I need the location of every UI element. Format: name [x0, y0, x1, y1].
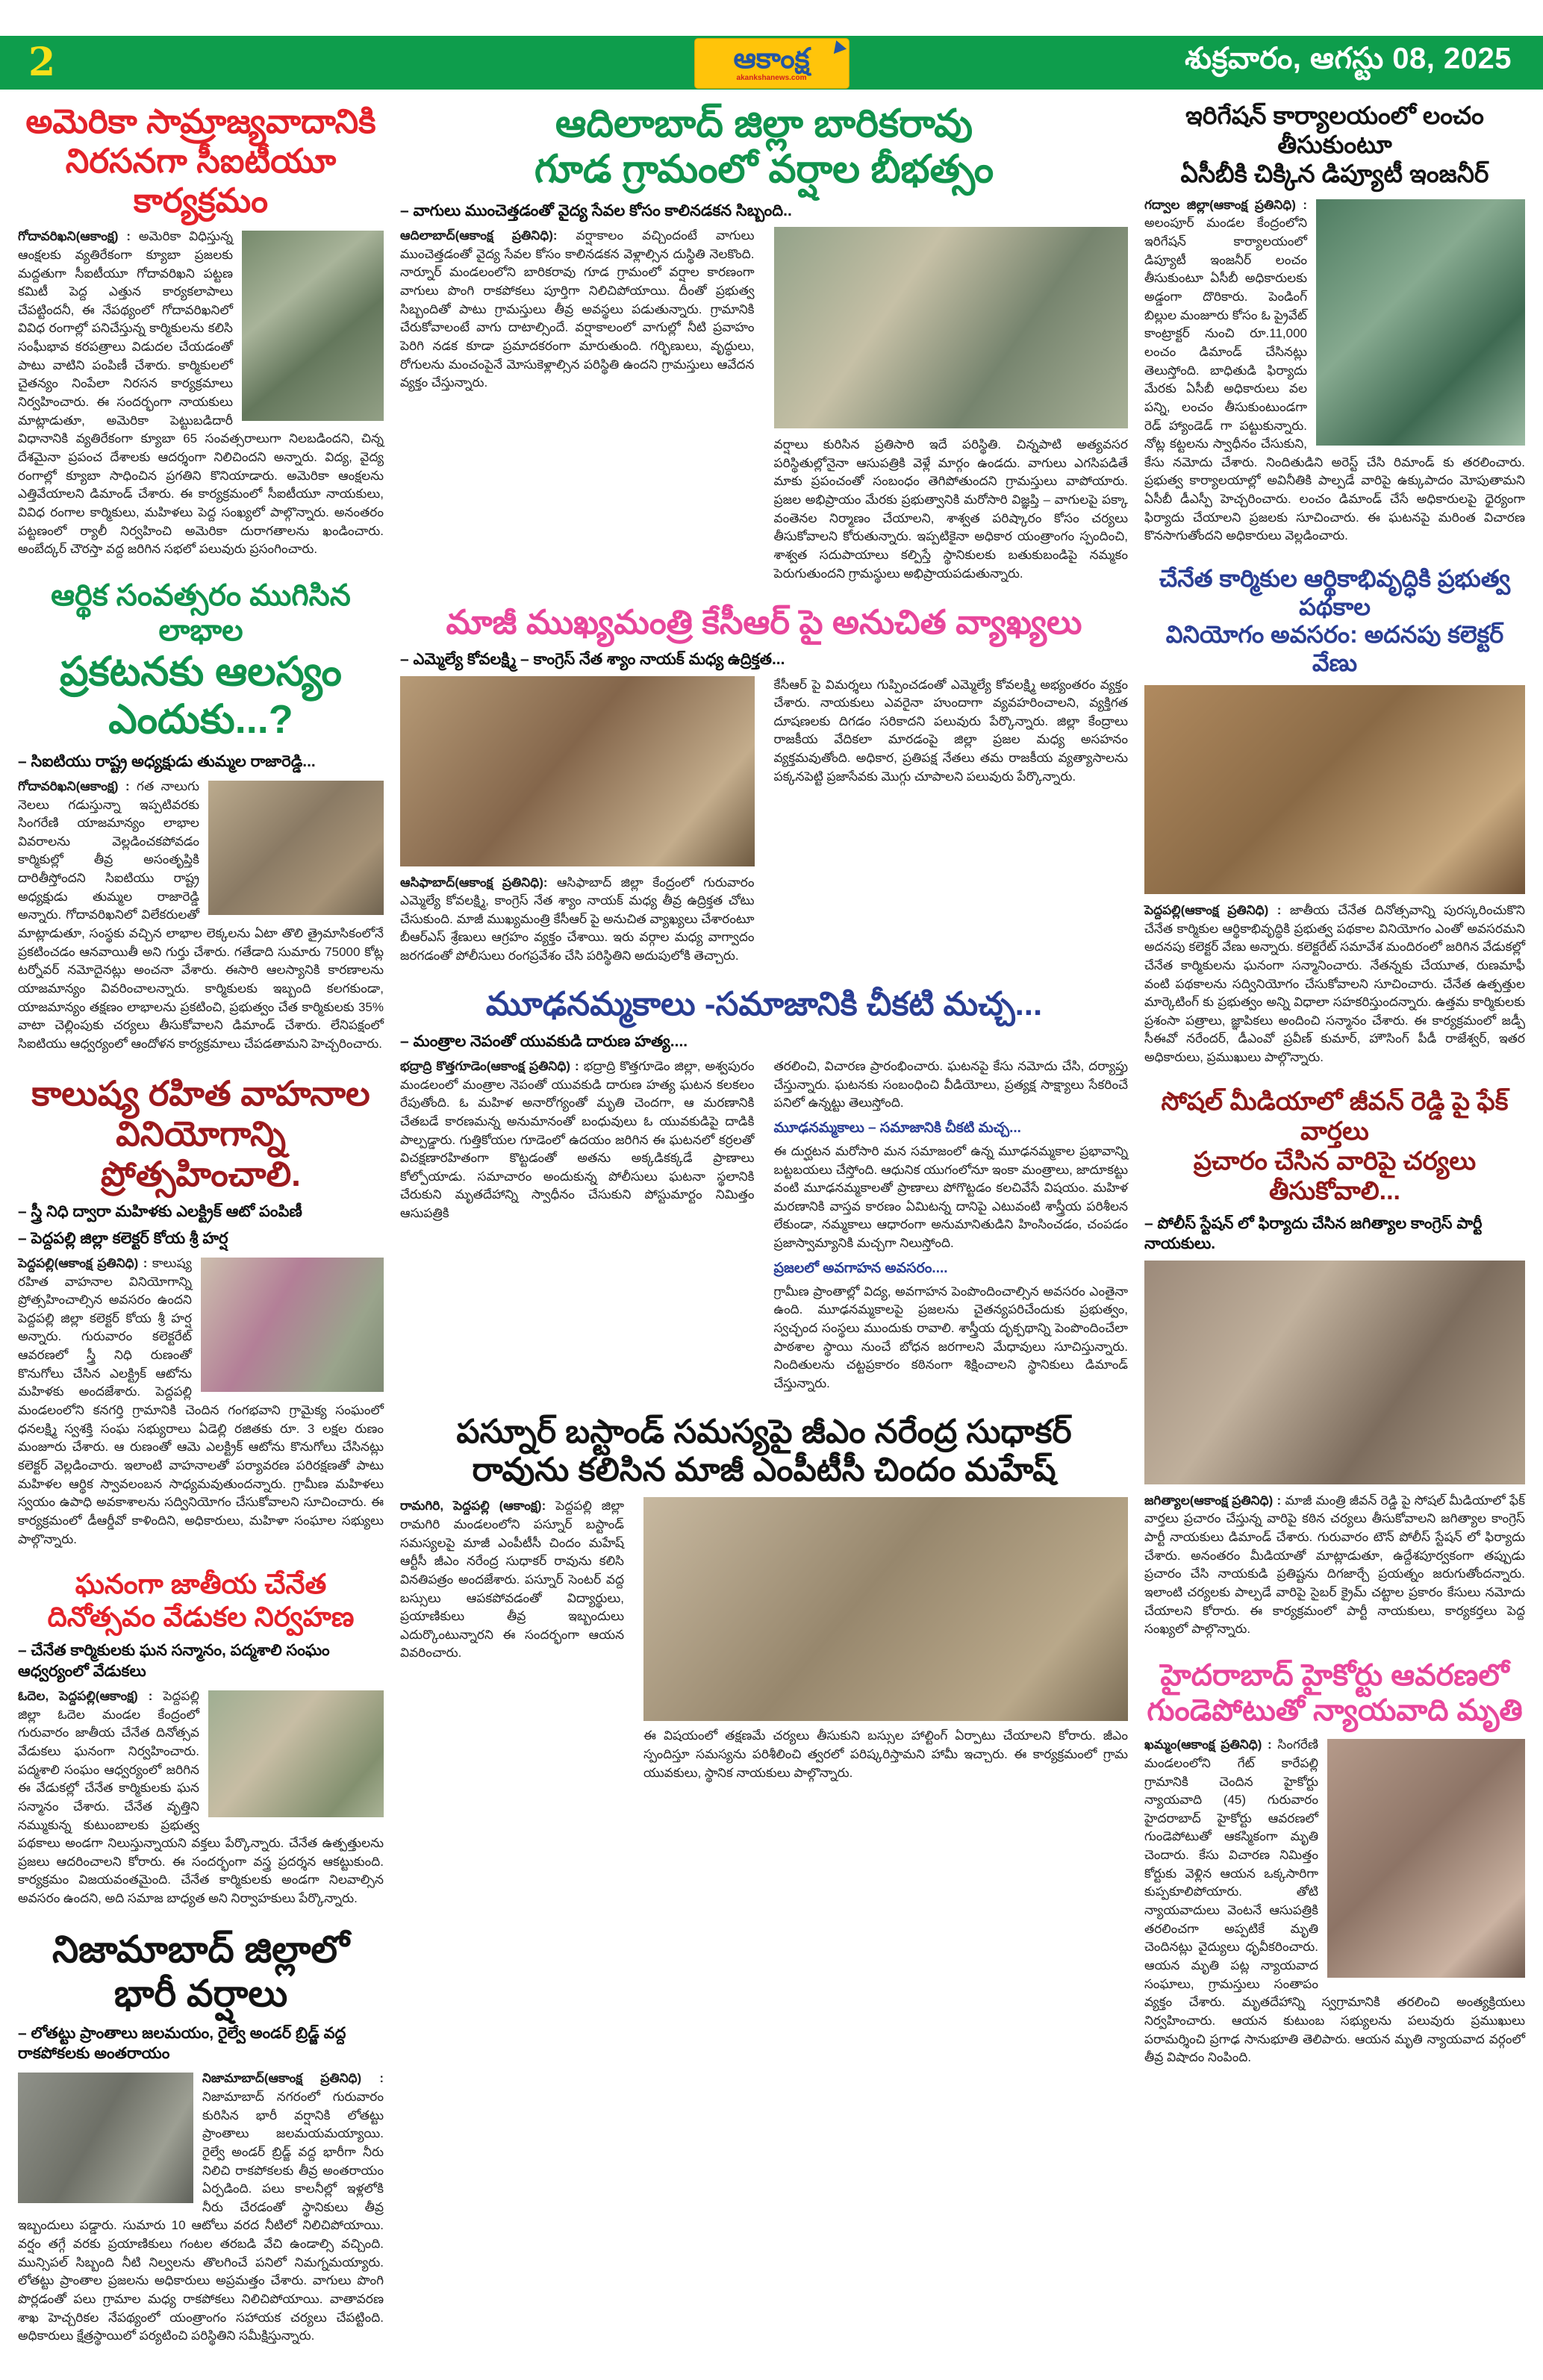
headline: మూఢనమ్మకాలు -సమాజానికి చీకటి మచ్చ...: [485, 985, 1043, 1022]
story-electric-auto: [18, 1073, 384, 1549]
dateline: ఓదెల, పెద్దపల్లి(ఆకాంక్ష) :: [18, 1689, 153, 1704]
body-text: వర్షాలు కురిసిన ప్రతిసారి ఇదే పరిస్థితి. చిన్నపాటి అత్యవసర పరిస్థితుల్లోనైనా ఆసుపత్రికి వెళ్లే మార్గం ఉండదు. వాగులు ఎగసిపడితే మాకు ప్రపంచంతో సంబంధం తెగిపోతుందని గ్రామస్తులు వాపోయారు. ప్రజల అభిప్రాయం మేరకు ప్రభుత్వానికి మరోసారి విజ్ఞప్తి – వాగులపై పక్కా వంతెనల నిర్మాణం చేయాలని, శాశ్వత పరిష్కారం కోసం చర్యలు తీసుకోవాలని కోరుతున్నారు. ఇప్పటికైనా అధికార యంత్రాంగం స్పందించి, శాశ్వత సదుపాయాలు కల్పిస్తే స్థానికులకు బతుకుబండిపై నమ్మకం పెరుగుతుందని గ్రామస్థులు అభిప్రాయపడుతున్నారు.: [773, 437, 1128, 581]
body-text: గత నాలుగు నెలలు గడుస్తున్నా ఇప్పటివరకు సింగరేణి యాజమాన్యం లాభాల వివరాలను వెల్లడించకపోవడం కార్మికుల్లో తీవ్ర అసంతృప్తికి దారితీస్తోందని సిఐటియు రాష్ట్ర అధ్యక్షుడు తుమ్మల రాజారెడ్డి అన్నారు. గోదావరిఖనిలో విలేకరులతో మాట్లాడుతూ, సంస్థకు వచ్చిన లాభాల లెక్కలను ఏటా తొలి త్రైమాసికంలోనే ప్రకటించడం ఆనవాయితీ అని గుర్తు చేశారు. గతేడాది సుమారు 75000 కోట్ల టర్నోవర్ నమోదైనట్లు అంచనా వేశారు. ఈసారి ఆలస్యానికి కారణాలను యాజమాన్యం వివరించాలన్నారు. కార్మికులకు ఇబ్బంది కలగకుండా, యాజమాన్యం తక్షణం లాభాలను ప్రకటించి, ప్రభుత్వం చేత కార్మికులకు 35% వాటా చెల్లింపుకు చర్యలు తీసుకోవాలని డిమాండ్ చేశారు. లేనిపక్షంలో సిఐటియు ఆధ్వర్యంలో ఆందోళన కార్యక్రమాలు చేపడతామని హెచ్చరించారు.: [18, 778, 384, 1051]
headline: ఆదిలాబాద్ జిల్లా బారికరావు గూడ గ్రామంలో వర్షాల బీభత్సం: [534, 102, 994, 192]
pen-nib-icon: [828, 40, 846, 58]
headline: ఇరిగేషన్ కార్యాలయంలో లంచం తీసుకుంటూ ఏసీబీకి చిక్కిన డిప్యూటీ ఇంజనీర్: [1180, 101, 1489, 187]
dateline: పెద్దపల్లి(ఆకాంక్ష ప్రతినిధి) :: [1144, 902, 1282, 917]
body-text: నిజామాబాద్ నగరంలో గురువారం కురిసిన భారీ వర్షానికి లోతట్టు ప్రాంతాలు జలమయమయ్యాయి. రైల్వే అండర్ బ్రిడ్జ్ వద్ద భారీగా నీరు నిలిచి రాకపోకలకు తీవ్ర అంతరాయం ఏర్పడింది. పలు కాలనీల్లో ఇళ్లలోకి నీరు చేరడంతో స్థానికులు తీవ్ర ఇబ్బందులు పడ్డారు. సుమారు 10 ఆటోలు వరద నీటిలో నిలిచిపోయాయి. వర్షం తగ్గే వరకు ప్రయాణికులు గంటల తరబడి వేచి ఉండాల్సి వచ్చింది. మున్సిపల్ సిబ్బంది నీటి నిల్వలను తొలగించే పనిలో నిమగ్నమయ్యారు. లోతట్టు ప్రాంతాల ప్రజలను అధికారులు అప్రమత్తం చేశారు. వాగులు పొంగి పొర్లడంతో పలు గ్రామాల మధ్య రాకపోకలు నిలిచిపోయాయి. వాతావరణ శాఖ హెచ్చరికల నేపథ్యంలో యంత్రాంగం సహాయక చర్యలు చేపట్టింది. అధికారులు క్షేత్రస్థాయిలో పర్యటించి పరిస్థితిని సమీక్షిస్తున్నారు.: [18, 2090, 384, 2343]
subhead-awareness: ప్రజలలో అవగాహన అవసరం....: [773, 1260, 948, 1276]
dateline: భద్రాద్రి కొత్తగూడెం(ఆకాంక్ష ప్రతినిధి) :: [400, 1058, 579, 1073]
logo-text: ఆకాంక్ష: [733, 43, 810, 75]
body-text: ఈ దుర్ఘటన మరోసారి మన సమాజంలో ఉన్న మూఢనమ్మకాల ప్రభావాన్ని బట్టబయలు చేస్తోంది. ఆధునిక యుగంలోనూ ఇంకా మంత్రాలు, జాదూకట్టు వంటి మూఢనమ్మకాలతో ప్రాణాలు పోగొట్టడం కలచివేసే విషయం. మహిళ మరణానికి వాస్తవ కారణం ఏమిటన్న దానిపై ఎటువంటి శాస్త్రీయ పరిశీలన లేకుండా, నమ్మకాలు ఆధారంగా అనుమానితుడిని హింసించడం, చంపడం ప్రజాస్వామ్యానికి మచ్చగా నిలుస్తోంది.: [773, 1143, 1128, 1251]
story-singareni-profits: [18, 578, 384, 1054]
body-text: అమెరికా విధిస్తున్న ఆంక్షలకు వ్యతిరేకంగా క్యూబా ప్రజలకు మద్దతుగా సీఐటీయూ గోదావరిఖని పట్టణ కమిటీ పెద్ద ఎత్తున కార్యకలాపాలు చేపట్టిందనీ, ఈ నేపథ్యంలో గోదావరిఖనిలో వివిధ రంగాల్లో పనిచేస్తున్న కార్మికులను కలిసి సంఘీభావ కరపత్రాలు విడుదల చేయడంతో పాటు వాటిని పంపిణీ చేశారు. కార్మికులలో చైతన్యం నింపేలా నిరసన కార్యక్రమాలు నిర్వహించారు. ఈ సందర్భంగా నాయకులు మాట్లాడుతూ, అమెరికా పెట్టుబడిదారీ విధానానికి వ్యతిరేకంగా క్యూబా 65 సంవత్సరాలుగా నిలబడిందని, చిన్న దేశమైనా ప్రపంచ దేశాలకు ఆదర్శంగా నిలిచిందని అన్నారు. విద్య, వైద్య రంగాల్లో క్యూబా సాధించిన ప్రగతిని కొనియాడారు. అమెరికా ఆంక్షలను ఎత్తివేయాలని డిమాండ్ చేశారు. ఈ కార్యక్రమంలో సీఐటీయూ నాయకులు, వివిధ రంగాల కార్మికులు, మహిళలు పెద్ద సంఖ్యలో పాల్గొన్నారు. అనంతరం పట్టణంలో ర్యాలీ నిర్వహించి అమెరికా దురాగతాలను ఖండించారు. అంబేద్కర్ చౌరస్తా వద్ద జరిగిన సభలో పలువురు ప్రసంగించారు.: [18, 229, 384, 557]
photo-bribe-engineer: [1316, 199, 1525, 446]
dateline: పెద్దపల్లి(ఆకాంక్ష ప్రతినిధి) :: [18, 1255, 148, 1270]
body-text: భద్రాద్రి కొత్తగూడెం జిల్లా, అశ్వపురం మండలంలో మంత్రాల నెపంతో యువకుడి దారుణ హత్య ఘటన కలకలం రేపుతోంది. ఓ మహిళ అనారోగ్యంతో మృతి చెందగా, ఆ మరణానికి చేతబడే కారణమన్న అనుమానంతో బంధువులు ఓ యువకుడిపై దాడికి పాల్పడ్డారు. గుత్తికోయల గూడెంలో ఉదయం జరిగిన ఈ ఘటనలో కర్రలతో విచక్షణారహితంగా కొట్టడంతో అతను అక్కడికక్కడే ప్రాణాలు కోల్పోయాడు. సమాచారం అందుకున్న పోలీసులు ఘటనా స్థలానికి చేరుకుని మృతదేహాన్ని స్వాధీనం చేసుకుని పోస్టుమార్టం నిమిత్తం ఆసుపత్రికి: [400, 1058, 755, 1221]
photo-flooded-road: [18, 2073, 193, 2203]
top-margin-strip: [0, 0, 1543, 36]
story-fake-news-complaint: [1144, 1087, 1525, 1639]
byline: – పోలీస్ స్టేషన్ లో ఫిర్యాదు చేసిన జగిత్యాల కాంగ్రెస్ పార్టీ నాయకులు.: [1144, 1215, 1483, 1253]
body-text: ఈ విషయంలో తక్షణమే చర్యలు తీసుకుని బస్సుల హాల్టింగ్ ఏర్పాటు చేయాలని కోరారు. జీఎం స్పందిస్తూ సమస్యను పరిశీలించి త్వరలో పరిష్కరిస్తామని హామీ ఇచ్చారు. ఈ కార్యక్రమంలో గ్రామ యువకులు, స్థానిక నాయకులు పాల్గొన్నారు.: [643, 1728, 1128, 1780]
byline: – ఎమ్మెల్యే కోవలక్ష్మి – కాంగ్రెస్ నేత శ్యాం నాయక్ మధ్య ఉద్రిక్తత...: [400, 651, 785, 669]
edition-date: శుక్రవారం, ఆగస్టు 08, 2025: [1185, 42, 1512, 75]
photo-congress-leaders: [1144, 1261, 1525, 1484]
body-text: కాలుష్య రహిత వాహనాల వినియోగాన్ని ప్రోత్సహించాల్సిన అవసరం ఉందని పెద్దపల్లి జిల్లా కలెక్టర్ కోయ శ్రీ హర్ష అన్నారు. గురువారం కలెక్టరేట్ ఆవరణలో స్త్రీ నిధి రుణంతో కొనుగోలు చేసిన ఎలక్ట్రిక్ ఆటోను మహిళకు అందజేశారు. పెద్దపల్లి మండలంలోని కనగర్తి గ్రామానికి చెందిన గంగభవాని గ్రామైక్య సంఘంలో ధనలక్ష్మి స్వశక్తి సంఘ సభ్యురాలు ఏడెల్లి రజితకు రూ. 3 లక్షల రుణం మంజూరు చేశారు. ఆ రుణంతో ఆమె ఎలక్ట్రిక్ ఆటోను కొనుగోలు చేసినట్లు కలెక్టర్ వెల్లడించారు. ఇలాంటి వాహనాలతో పర్యావరణ పరిరక్షణతో పాటు మహిళల ఆర్థిక స్వావలంబన సాధ్యమవుతుందన్నారు. గ్రామీణ మహిళలు స్వయం ఉపాధి అవకాశాలను సద్వినియోగం చేసుకోవాలని సూచించారు. ఈ కార్యక్రమంలో డీఆర్డీవో కాళిందిని, అధికారులు, మహిళా సంఘాల సభ్యులు పాల్గొన్నారు.: [18, 1255, 384, 1546]
column-right: [1144, 100, 1525, 2365]
headline: అమెరికా సామ్రాజ్యవాదానికి నిరసనగా సీఐటీయూ కార్యక్రమం: [25, 102, 376, 220]
body-text: కేసీఆర్ పై విమర్శలు గుప్పించడంతో ఎమ్మెల్యే కోవలక్ష్మి అభ్యంతరం వ్యక్తం చేశారు. నాయకులు ఎవరైనా హుందాగా వ్యవహరించాలని, వ్యక్తిగత దూషణలకు దిగడం సరికాదని పలువురు పేర్కొన్నారు. జిల్లా కేంద్రాలు రాజకీయ వేదికలా మారడంపై జిల్లా ప్రజల మధ్య అసహనం వ్యక్తమవుతోంది. అధికార, ప్రతిపక్ష నేతలు తమ రాజకీయ వ్యత్యాసాలను పక్కనపెట్టి ప్రజాసేవకు మొగ్గు చూపాలని పలువురు పేర్కొన్నారు.: [773, 677, 1128, 784]
photo-citu-leaders: [208, 781, 384, 915]
body-text: అలంపూర్ మండల కేంద్రంలోని ఇరిగేషన్ కార్యాలయంలో డిప్యూటీ ఇంజనీర్ లంచం తీసుకుంటూ ఏసీబీ అధికారులకు అడ్డంగా దొరికారు. పెండింగ్ బిల్లుల మంజూరు కోసం ఓ ప్రైవేట్ కాంట్రాక్టర్ నుంచి రూ.11,000 లంచం డిమాండ్ చేసినట్లు తెలుస్తోంది. బాధితుడి ఫిర్యాదు మేరకు ఏసీబీ అధికారులు వల పన్ని, లంచం తీసుకుంటుండగా రెడ్ హ్యాండెడ్ గా పట్టుకున్నారు. నోట్ల కట్టలను స్వాధీనం చేసుకుని, కేసు నమోదు చేశారు. నిందితుడిని అరెస్ట్ చేసి రిమాండ్ కు తరలించారు. ప్రభుత్వ కార్యాలయాల్లో అవినీతికి పాల్పడే వారిపై ఉక్కుపాదం మోపుతామని ఏసీబీ డీఎస్పీ హెచ్చరించారు. లంచం డిమాండ్ చేసే అధికారులపై ధైర్యంగా ఫిర్యాదు చేయాలని ప్రజలకు సూచించారు. ఈ ఘటనపై మరింత విచారణ కొనసాగుతోందని అధికారులు వెల్లడించారు.: [1144, 216, 1525, 543]
story-citu-protest: [18, 101, 384, 559]
headline: సోషల్ మీడియాలో జీవన్ రెడ్డి పై ఫేక్ వార్తలు ప్రచారం చేసిన వారిపై చర్యలు తీసుకోవాలి...: [1161, 1087, 1509, 1206]
headline: ఆర్థిక సంవత్సరం ముగిసిన లాభాల ప్రకటనకు ఆలస్యం ఎందుకు...?: [51, 578, 351, 742]
dateline: గోదావరిఖని(ఆకాంక్ష) :: [18, 229, 131, 244]
photo-advocate-portrait: [1327, 1739, 1525, 1978]
story-acb-bribe: [1144, 101, 1525, 546]
story-adilabad-rain-havoc: [400, 101, 1128, 583]
dateline: రామగిరి, పెద్దపల్లి (ఆకాంక్ష):: [400, 1499, 546, 1514]
column-middle: [400, 100, 1128, 2365]
subhead-superstition: మూఢనమ్మకాలు – సమాజానికి చీకటి మచ్చ...: [773, 1119, 1021, 1136]
photo-collector-felicitation: [1144, 685, 1525, 894]
byline: – స్త్రీ నిధి ద్వారా మహిళకు ఎలక్ట్రిక్ ఆటో పంపిణీ: [18, 1203, 302, 1221]
dateline: నిజామాబాద్(ఆకాంక్ష ప్రతినిధి) :: [202, 2071, 384, 2086]
byline: – సిఐటియు రాష్ట్ర అధ్యక్షుడు తుమ్మల రాజారెడ్డి...: [18, 752, 316, 770]
headline: కాలుష్య రహిత వాహనాల వినియోగాన్ని ప్రోత్సహించాలి.: [31, 1073, 370, 1194]
byline: – లోతట్టు ప్రాంతాలు జలమయం, రైల్వే అండర్ బ్రిడ్జ్ వద్ద రాకపోకలకు అంతరాయం: [18, 2024, 346, 2063]
body-text: జాతీయ చేనేత దినోత్సవాన్ని పురస్కరించుకొని చేనేత కార్మికుల ఆర్థికాభివృద్ధికి ప్రభుత్వ పథకాల వినియోగం ఎంతో అవసరమని అదనపు కలెక్టర్ వేణు అన్నారు. కలెక్టరేట్ సమావేశ మందిరంలో జరిగిన వేడుకల్లో చేనేత కార్మికులను ఘనంగా సన్మానించారు. నేతన్నకు చేయూత, రుణమాఫీ వంటి పథకాలను సద్వినియోగం చేసుకోవాలని సూచించారు. చేనేత ఉత్పత్తుల మార్కెటింగ్ కు ప్రభుత్వం అన్ని విధాలా సహకరిస్తుందన్నారు. ఉత్తమ కార్మికులకు ప్రశంసా పత్రాలు, జ్ఞాపికలు అందించి సన్మానం చేశారు. ఈ కార్యక్రమంలో జడ్పీ సీఈవో నరేందర్, డీఎంవో ప్రవీణ్ కుమార్, హౌసింగ్ పీడీ రాజేశ్వర్, ఇతర అధికారులు, ప్రముఖులు పాల్గొన్నారు.: [1144, 902, 1525, 1065]
dateline: ఆసిఫాబాద్(ఆకాంక్ష ప్రతినిధి):: [400, 875, 548, 890]
body-text: తరలించి, విచారణ ప్రారంభించారు. ఘటనపై కేసు నమోదు చేసి, దర్యాప్తు చేస్తున్నారు. ఘటనకు సంబంధించి వీడియోలు, ప్రత్యక్ష సాక్ష్యాలు సేకరించే పనిలో ఉన్నట్టు తెలుస్తోంది.: [773, 1058, 1128, 1111]
photo-handloom-celebration: [208, 1690, 384, 1817]
photo-mla-meeting: [400, 676, 755, 866]
photo-stream-crossing: [774, 227, 1129, 428]
photo-gm-meeting: [643, 1497, 1128, 1721]
page-content: [0, 90, 1543, 2365]
story-nizamabad-rains: [18, 1928, 384, 2346]
headline: పస్నూర్ బస్టాండ్ సమస్యపై జీఎం నరేంద్ర సుధాకర్ రావును కలిసిన మాజీ ఎంపీటీసీ చిందం మహేష్: [456, 1413, 1072, 1489]
dateline: ఖమ్మం(ఆకాంక్ష ప్రతినిధి) :: [1144, 1737, 1272, 1752]
headline: మాజీ ముఖ్యమంత్రి కేసీఆర్ పై అనుచిత వ్యాఖ్యలు: [446, 603, 1082, 642]
story-handloom-schemes: [1144, 565, 1525, 1067]
headline: హైదరాబాద్ హైకోర్టు ఆవరణలో గుండెపోటుతో న్యాయవాది మృతి: [1147, 1658, 1523, 1728]
masthead-bar: [0, 36, 1543, 90]
dateline: ఆదిలాబాద్(ఆకాంక్ష ప్రతినిధి):: [400, 228, 558, 243]
column-left: [18, 100, 384, 2365]
story-kcr-remarks: [400, 602, 1128, 966]
dateline: గోదావరిఖని(ఆకాంక్ష) :: [18, 778, 130, 793]
headline: నిజామాబాద్ జిల్లాలో భారీ వర్షాలు: [52, 1928, 349, 2014]
dateline: గద్వాల జిల్లా(ఆకాంక్ష ప్రతినిధి) :: [1144, 197, 1307, 212]
logo-website: akankshanews.com: [736, 74, 807, 82]
body-text: మాజీ మంత్రి జీవన్ రెడ్డి పై సోషల్ మీడియాలో ఫేక్ వార్తలు ప్రచారం చేస్తున్న వారిపై కఠిన చర్యలు తీసుకోవాలని జగిత్యాల కాంగ్రెస్ పార్టీ నాయకులు డిమాండ్ చేశారు. గురువారం టౌన్ పోలీస్ స్టేషన్ లో ఫిర్యాదు చేశారు. అనంతరం మీడియాతో మాట్లాడుతూ, ఉద్దేశపూర్వకంగా తప్పుడు ప్రచారం చేసి నాయకుడి ప్రతిష్టను దిగజార్చే ప్రయత్నం జరుగుతోందన్నారు. ఇలాంటి చర్యలకు పాల్పడే వారిపై సైబర్ క్రైమ్ చట్టాల ప్రకారం కేసులు నమోదు చేయాలని కోరారు. ఈ కార్యక్రమంలో పార్టీ నాయకులు, కార్యకర్తలు పెద్ద సంఖ్యలో పాల్గొన్నారు.: [1144, 1493, 1525, 1637]
headline: చేనేత కార్మికుల ఆర్థికాభివృద్ధికి ప్రభుత్వ పథకాల వినియోగం అవసరం: అదనపు కలెక్టర్ వేణు: [1159, 564, 1511, 677]
story-pasnoor-busstand: [400, 1413, 1128, 1783]
body-text: ఆసిఫాబాద్ జిల్లా కేంద్రంలో గురువారం ఎమ్మెల్యే కోవలక్ష్మి, కాంగ్రెస్ నేత శ్యాం నాయక్ మధ్య తీవ్ర ఉద్రిక్తత చోటు చేసుకుంది. మాజీ ముఖ్యమంత్రి కేసీఆర్ పై అనుచిత వ్యాఖ్యలు చేశారంటూ బీఆర్ఎస్ శ్రేణులు ఆగ్రహం వ్యక్తం చేశాయి. ఇరు వర్గాల మధ్య వాగ్వాదం జరగడంతో పోలీసులు రంగప్రవేశం చేసి పరిస్థితిని అదుపులోకి తెచ్చారు.: [400, 875, 755, 963]
body-text: పెద్దపల్లి జిల్లా రామగిరి మండలంలోని పస్నూర్ బస్టాండ్ సమస్యలపై మాజీ ఎంపీటీసీ చిందం మహేష్ ఆర్టీసీ జీఎం నరేంద్ర సుధాకర్ రావును కలిసి వినతిపత్రం అందజేశారు. పస్నూర్ సెంటర్ వద్ద బస్సులు ఆపకపోవడంతో విద్యార్థులు, ప్రయాణికులు తీవ్ర ఇబ్బందులు ఎదుర్కొంటున్నారని ఈ సందర్భంగా ఆయన వివరించారు.: [400, 1499, 624, 1661]
headline: ఘనంగా జాతీయ చేనేత దినోత్సవం వేడుకల నిర్వహణ: [47, 1569, 355, 1632]
byline: – మంత్రాల నెపంతో యువకుడి దారుణ హత్య....: [400, 1032, 688, 1050]
body-text: వర్షాకాలం వచ్చిందంటే వాగులు ముంచెత్తడంతో వైద్య సేవల కోసం కాలినడకన వెళ్లాల్సిన దుస్థితి నెలకొంది. నార్నూర్ మండలంలోని బారికరావు గూడ గ్రామంలో వర్షాల కారణంగా వాగులు పొంగి రాకపోకలు పూర్తిగా నిలిచిపోయాయి. దీంతో ప్రభుత్వ సిబ్బందితో పాటు గ్రామస్తులు తీవ్ర అవస్థలు పడుతున్నారు. గ్రామానికి చేరుకోవాలంటే వాగు దాటాల్సిందే. వర్షాకాలంలో వాగుల్లో నీటి ప్రవాహం పెరిగి నడక కూడా ప్రమాదకరంగా మారుతుంది. గర్భిణులు, వృద్ధులు, రోగులను మంచంపైనే మోసుకెళ్లాల్సిన పరిస్థితి ఉందని గ్రామస్తులు ఆవేదన వ్యక్తం చేస్తున్నారు.: [400, 228, 755, 390]
page-number: 2: [28, 40, 56, 85]
body-text: పెద్దపల్లి జిల్లా ఓదెల మండల కేంద్రంలో గురువారం జాతీయ చేనేత దినోత్సవ వేడుకలు ఘనంగా నిర్వహించారు. పద్మశాలి సంఘం ఆధ్వర్యంలో జరిగిన ఈ వేడుకల్లో చేనేత కార్మికులకు ఘన సన్మానం చేశారు. చేనేత వృత్తిని నమ్ముకున్న కుటుంబాలకు ప్రభుత్వ పథకాలు అండగా నిలుస్తున్నాయని వక్తలు పేర్కొన్నారు. చేనేత ఉత్పత్తులను ప్రజలు ఆదరించాలని కోరారు. ఈ సందర్భంగా వస్త్ర ప్రదర్శన ఆకట్టుకుంది. కార్యక్రమం విజయవంతమైంది. చేనేత కార్మికులకు అండగా నిలవాల్సిన అవసరం ఉందని, అది సమాజ బాధ్యత అని నిర్వాహకులు పేర్కొన్నారు.: [18, 1689, 384, 1906]
byline: – వాగులు ముంచెత్తడంతో వైద్య సేవల కోసం కాలినడకన సిబ్బంది..: [400, 202, 792, 219]
story-superstition-murder: [400, 985, 1128, 1393]
story-advocate-death: [1144, 1658, 1525, 2067]
story-handloom-day-odela: [18, 1568, 384, 1908]
newspaper-logo: [695, 39, 849, 88]
body-text: గ్రామీణ ప్రాంతాల్లో విద్య, అవగాహన పెంపొందించాల్సిన అవసరం ఎంతైనా ఉంది. మూఢనమ్మకాలపై ప్రజలను చైతన్యపరిచేందుకు ప్రభుత్వం, స్వచ్ఛంద సంస్థలు ముందుకు రావాలి. శాస్త్రీయ దృక్పథాన్ని పెంపొందించేలా పాఠశాల స్థాయి నుంచే బోధన జరగాలని మేధావులు సూచిస్తున్నారు. నిందితులను చట్టప్రకారం కఠినంగా శిక్షించాలని స్థానికులు డిమాండ్ చేస్తున్నారు.: [773, 1284, 1128, 1390]
dateline: జగిత్యాల(ఆకాంక్ష ప్రతినిధి) :: [1144, 1493, 1282, 1508]
byline: – పెద్దపల్లి జిల్లా కలెక్టర్ కోయ శ్రీ హర్ష: [18, 1229, 228, 1247]
byline: – చేనేత కార్మికులకు ఘన సన్మానం, పద్మశాలి సంఘం ఆధ్వర్యంలో వేడుకలు: [18, 1642, 330, 1680]
photo-citu-protest: [242, 231, 384, 421]
photo-auto-distribution: [201, 1258, 384, 1392]
body-text: సింగరేణి మండలంలోని గేట్ కారేపల్లి గ్రామానికి చెందిన హైకోర్టు న్యాయవాది (45) గురువారం హైదరాబాద్ హైకోర్టు ఆవరణలో గుండెపోటుతో ఆకస్మికంగా మృతి చెందారు. కేసు విచారణ నిమిత్తం కోర్టుకు వెళ్లిన ఆయన ఒక్కసారిగా కుప్పకూలిపోయారు. తోటి న్యాయవాదులు వెంటనే ఆసుపత్రికి తరలించగా అప్పటికే మృతి చెందినట్లు వైద్యులు ధృవీకరించారు. ఆయన మృతి పట్ల న్యాయవాద సంఘాలు, గ్రామస్తులు సంతాపం వ్యక్తం చేశారు. మృతదేహాన్ని స్వగ్రామానికి తరలించి అంత్యక్రియలు నిర్వహించారు. ఆయన కుటుంబ సభ్యులను పలువురు ప్రముఖులు పరామర్శించి ప్రగాఢ సానుభూతి తెలిపారు. ఆయన మృతి న్యాయవాద వర్గంలో తీవ్ర విషాదం నింపింది.: [1144, 1737, 1525, 2065]
